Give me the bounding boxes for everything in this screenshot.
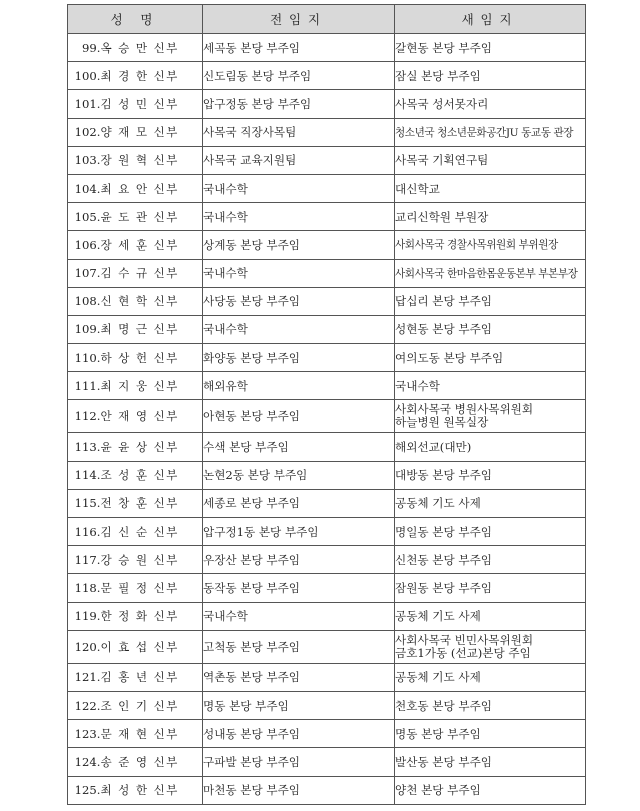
priest-name: 윤 윤 상 신부 bbox=[101, 433, 203, 461]
new-post-line: 신천동 본당 부주임 bbox=[395, 552, 492, 567]
previous-post: 동작동 본당 부주임 bbox=[203, 574, 395, 602]
new-post bbox=[395, 231, 586, 259]
new-post bbox=[395, 433, 586, 461]
new-post bbox=[395, 776, 586, 804]
priest-name: 문 재 현 신부 bbox=[101, 720, 203, 748]
new-post-line: 여의도동 본당 부주임 bbox=[395, 350, 504, 365]
row-number: 101. bbox=[68, 90, 101, 118]
previous-post: 신도림동 본당 부주임 bbox=[203, 62, 395, 90]
row-number: 107. bbox=[68, 259, 101, 287]
table-row bbox=[68, 720, 586, 748]
new-post-line: 잠실 본당 부주임 bbox=[395, 68, 481, 83]
table-row bbox=[68, 691, 586, 719]
new-post bbox=[395, 62, 586, 90]
new-post-line: 대신학교 bbox=[395, 181, 440, 196]
new-post-line: 사회사목국 한마음한몸운동본부 부본부장 bbox=[395, 267, 578, 280]
table-row bbox=[68, 602, 586, 630]
table-row bbox=[68, 259, 586, 287]
previous-post: 세종로 본당 부주임 bbox=[203, 489, 395, 517]
new-post-line: 공동체 기도 사제 bbox=[395, 609, 481, 624]
row-number: 121. bbox=[68, 663, 101, 691]
previous-post: 국내수학 bbox=[203, 174, 395, 202]
table-row bbox=[68, 315, 586, 343]
table-row bbox=[68, 344, 586, 372]
priest-name: 조 인 기 신부 bbox=[101, 691, 203, 719]
row-number: 114. bbox=[68, 461, 101, 489]
new-post bbox=[395, 691, 586, 719]
previous-post: 상계동 본당 부주임 bbox=[203, 231, 395, 259]
row-number: 109. bbox=[68, 315, 101, 343]
table-row bbox=[68, 62, 586, 90]
priest-name: 조 성 훈 신부 bbox=[101, 461, 203, 489]
priest-name: 옥 승 만 신부 bbox=[101, 34, 203, 62]
new-post-line: 발산동 본당 부주임 bbox=[395, 754, 492, 769]
new-post-line: 잠원동 본당 부주임 bbox=[395, 580, 492, 595]
table-row bbox=[68, 118, 586, 146]
priest-name: 최 명 근 신부 bbox=[101, 315, 203, 343]
row-number: 108. bbox=[68, 287, 101, 315]
table-row bbox=[68, 90, 586, 118]
row-number: 102. bbox=[68, 118, 101, 146]
new-post-line: 양천 본당 부주임 bbox=[395, 783, 481, 798]
header-row bbox=[68, 5, 586, 34]
previous-post: 마천동 본당 부주임 bbox=[203, 776, 395, 804]
previous-post: 국내수학 bbox=[203, 203, 395, 231]
new-post-line: 갈현동 본당 부주임 bbox=[395, 40, 492, 55]
previous-post: 성내동 본당 부주임 bbox=[203, 720, 395, 748]
row-number: 125. bbox=[68, 776, 101, 804]
table-row bbox=[68, 663, 586, 691]
priest-name: 한 정 화 신부 bbox=[101, 602, 203, 630]
previous-post: 논현2동 본당 부주임 bbox=[203, 461, 395, 489]
row-number: 120. bbox=[68, 630, 101, 663]
table-row bbox=[68, 34, 586, 62]
row-number: 115. bbox=[68, 489, 101, 517]
new-post-line: 해외선교(대만) bbox=[395, 440, 472, 455]
new-post bbox=[395, 344, 586, 372]
previous-post: 고척동 본당 부주임 bbox=[203, 630, 395, 663]
header-previous-post: 전임지 bbox=[203, 5, 395, 34]
table-row bbox=[68, 231, 586, 259]
priest-name: 문 필 정 신부 bbox=[101, 574, 203, 602]
new-post-line: 명일동 본당 부주임 bbox=[395, 524, 492, 539]
new-post bbox=[395, 259, 586, 287]
priest-name: 안 재 영 신부 bbox=[101, 400, 203, 433]
new-post bbox=[395, 400, 586, 433]
priest-name: 하 상 헌 신부 bbox=[101, 344, 203, 372]
priest-name: 김 수 규 신부 bbox=[101, 259, 203, 287]
priest-name: 최 성 한 신부 bbox=[101, 776, 203, 804]
row-number: 117. bbox=[68, 546, 101, 574]
new-post bbox=[395, 287, 586, 315]
table-body bbox=[68, 34, 586, 805]
table-row bbox=[68, 461, 586, 489]
row-number: 106. bbox=[68, 231, 101, 259]
previous-post: 세곡동 본당 부주임 bbox=[203, 34, 395, 62]
row-number: 124. bbox=[68, 748, 101, 776]
new-post bbox=[395, 663, 586, 691]
previous-post: 화양동 본당 부주임 bbox=[203, 344, 395, 372]
priest-name: 윤 도 관 신부 bbox=[101, 203, 203, 231]
new-post bbox=[395, 630, 586, 663]
new-post-line: 사회사목국 병원사목위원회 bbox=[395, 402, 534, 417]
table-row bbox=[68, 203, 586, 231]
row-number: 103. bbox=[68, 146, 101, 174]
new-post-line: 성현동 본당 부주임 bbox=[395, 322, 492, 337]
new-post bbox=[395, 489, 586, 517]
table-row bbox=[68, 630, 586, 663]
new-post-line: 청소년국 청소년문화공간JU 동교동 관장 bbox=[395, 126, 574, 139]
priest-name: 전 창 훈 신부 bbox=[101, 489, 203, 517]
table-row bbox=[68, 400, 586, 433]
priest-name: 신 현 학 신부 bbox=[101, 287, 203, 315]
new-post-line: 국내수학 bbox=[395, 378, 440, 393]
row-number: 100. bbox=[68, 62, 101, 90]
priest-name: 김 홍 년 신부 bbox=[101, 663, 203, 691]
row-number: 105. bbox=[68, 203, 101, 231]
table-row bbox=[68, 546, 586, 574]
new-post bbox=[395, 748, 586, 776]
previous-post: 압구정1동 본당 부주임 bbox=[203, 518, 395, 546]
new-post bbox=[395, 546, 586, 574]
new-post-line: 사목국 기획연구팀 bbox=[395, 153, 489, 168]
previous-post: 역촌동 본당 부주임 bbox=[203, 663, 395, 691]
new-post bbox=[395, 315, 586, 343]
previous-post: 사목국 교육지원팀 bbox=[203, 146, 395, 174]
table-row bbox=[68, 518, 586, 546]
row-number: 111. bbox=[68, 372, 101, 400]
table-row bbox=[68, 574, 586, 602]
row-number: 110. bbox=[68, 344, 101, 372]
priest-name: 최 요 안 신부 bbox=[101, 174, 203, 202]
new-post-line: 답십리 본당 부주임 bbox=[395, 294, 492, 309]
new-post-line: 천호동 본당 부주임 bbox=[395, 698, 492, 713]
new-post-line: 공동체 기도 사제 bbox=[395, 670, 481, 685]
table-row bbox=[68, 776, 586, 804]
priest-name: 최 지 웅 신부 bbox=[101, 372, 203, 400]
new-post bbox=[395, 372, 586, 400]
new-post bbox=[395, 518, 586, 546]
table-row bbox=[68, 372, 586, 400]
row-number: 113. bbox=[68, 433, 101, 461]
previous-post: 우장산 본당 부주임 bbox=[203, 546, 395, 574]
new-post bbox=[395, 203, 586, 231]
table-row bbox=[68, 748, 586, 776]
priest-name: 송 준 영 신부 bbox=[101, 748, 203, 776]
previous-post: 구파발 본당 부주임 bbox=[203, 748, 395, 776]
header-name: 성 명 bbox=[68, 5, 203, 34]
new-post-line: 사회사목국 경찰사목위원회 부위원장 bbox=[395, 239, 558, 252]
row-number: 118. bbox=[68, 574, 101, 602]
table-row bbox=[68, 433, 586, 461]
previous-post: 압구정동 본당 부주임 bbox=[203, 90, 395, 118]
table-row bbox=[68, 287, 586, 315]
new-post-line: 명동 본당 부주임 bbox=[395, 726, 481, 741]
row-number: 116. bbox=[68, 518, 101, 546]
row-number: 112. bbox=[68, 400, 101, 433]
new-post bbox=[395, 90, 586, 118]
priest-name: 양 재 모 신부 bbox=[101, 118, 203, 146]
priest-name: 김 성 민 신부 bbox=[101, 90, 203, 118]
row-number: 119. bbox=[68, 602, 101, 630]
previous-post: 해외유학 bbox=[203, 372, 395, 400]
new-post bbox=[395, 461, 586, 489]
new-post bbox=[395, 34, 586, 62]
new-post-line: 대방동 본당 부주임 bbox=[395, 468, 492, 483]
new-post-line: 하늘병원 원목실장 bbox=[395, 415, 489, 430]
new-post bbox=[395, 574, 586, 602]
previous-post: 사당동 본당 부주임 bbox=[203, 287, 395, 315]
table-row bbox=[68, 174, 586, 202]
appointment-table bbox=[67, 4, 586, 805]
row-number: 122. bbox=[68, 691, 101, 719]
row-number: 104. bbox=[68, 174, 101, 202]
row-number: 99. bbox=[68, 34, 101, 62]
priest-name: 최 경 한 신부 bbox=[101, 62, 203, 90]
new-post bbox=[395, 118, 586, 146]
new-post bbox=[395, 602, 586, 630]
new-post-line: 사목국 성서못자리 bbox=[395, 96, 489, 111]
new-post-line: 공동체 기도 사제 bbox=[395, 496, 481, 511]
new-post-line: 교리신학원 부원장 bbox=[395, 209, 489, 224]
row-number: 123. bbox=[68, 720, 101, 748]
new-post bbox=[395, 720, 586, 748]
header-new-post: 새임지 bbox=[395, 5, 586, 34]
previous-post: 수색 본당 부주임 bbox=[203, 433, 395, 461]
priest-name: 장 원 혁 신부 bbox=[101, 146, 203, 174]
previous-post: 국내수학 bbox=[203, 602, 395, 630]
new-post-line: 금호1가동 (선교)본당 주임 bbox=[395, 645, 531, 660]
table-row bbox=[68, 146, 586, 174]
new-post bbox=[395, 174, 586, 202]
new-post bbox=[395, 146, 586, 174]
priest-name: 이 효 섭 신부 bbox=[101, 630, 203, 663]
previous-post: 국내수학 bbox=[203, 259, 395, 287]
priest-name: 김 신 순 신부 bbox=[101, 518, 203, 546]
previous-post: 명동 본당 부주임 bbox=[203, 691, 395, 719]
priest-name: 강 승 원 신부 bbox=[101, 546, 203, 574]
new-post-line: 사회사목국 빈민사목위원회 bbox=[395, 632, 534, 647]
priest-name: 장 세 훈 신부 bbox=[101, 231, 203, 259]
previous-post: 국내수학 bbox=[203, 315, 395, 343]
previous-post: 사목국 직장사목팀 bbox=[203, 118, 395, 146]
previous-post: 아현동 본당 부주임 bbox=[203, 400, 395, 433]
table-row bbox=[68, 489, 586, 517]
